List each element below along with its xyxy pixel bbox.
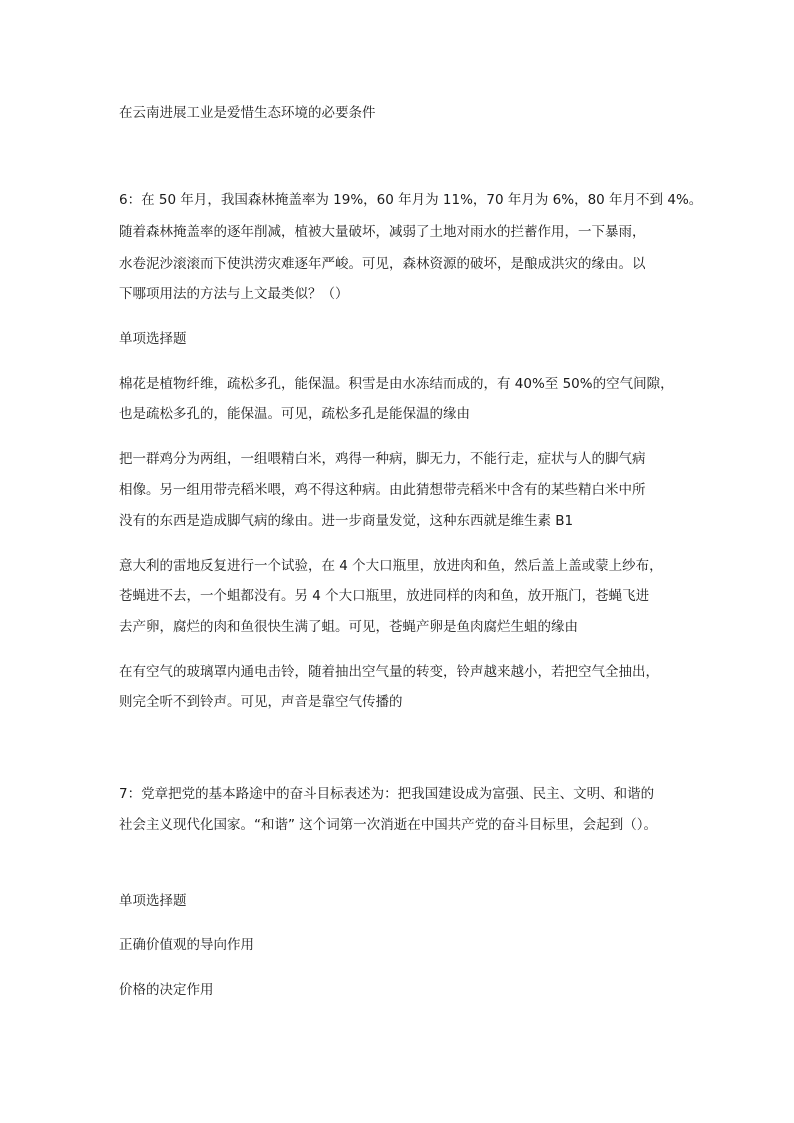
q6-stem-line-4: 下哪项用法的方法与上文最类似？（）	[119, 286, 349, 302]
q7-stem-line-1: 7：党章把党的基本路途中的奋斗目标表述为：把我国建设成为富强、民主、文明、和谐的	[119, 786, 655, 802]
q6-stem-line-2: 随着森林掩盖率的逐年削减，植被大量破坏，减弱了土地对雨水的拦蓄作用，一下暴雨，	[119, 224, 646, 240]
q6-question-type: 单项选择题	[119, 331, 187, 347]
q6-option-d-line-2: 则完全听不到铃声。可见，声音是靠空气传播的	[119, 694, 403, 710]
q7-stem-line-2: 社会主义现代化国家。“和谐” 这个词第一次消逝在中国共产党的奋斗目标里，会起到（）。	[119, 817, 658, 833]
q6-option-a-line-1: 棉花是植物纤维，疏松多孔，能保温。积雪是由水冻结而成的，有 40%至 50%的空气间隙，	[119, 376, 674, 392]
q6-option-c-line-3: 去产卵，腐烂的肉和鱼很快生满了蛆。可见，苍蝇产卵是鱼肉腐烂生蛆的缘由	[119, 619, 578, 635]
q6-option-c-line-2: 苍蝇进不去，一个蛆都没有。另 4 个大口瓶里，放进同样的肉和鱼，放开瓶门，苍蝇飞进	[119, 588, 650, 604]
q6-option-b-line-3: 没有的东西是造成脚气病的缘由。进一步商量发觉，这种东西就是维生素 B1	[119, 513, 574, 529]
q6-stem-line-1: 6：在 50 年月，我国森林掩盖率为 19%，60 年月为 11%，70 年月为 6%，80 年月不到 4%。	[119, 192, 703, 208]
q7-option-b: 价格的决定作用	[119, 982, 214, 998]
q5-option-last: 在云南进展工业是爱惜生态环境的必要条件	[119, 105, 376, 121]
q6-option-c-line-1: 意大利的雷地反复进行一个试验，在 4 个大口瓶里，放进肉和鱼，然后盖上盖或蒙上纱布，	[119, 558, 663, 574]
q6-option-b-line-2: 相像。另一组用带壳稻米喂，鸡不得这种病。由此猜想带壳稻米中含有的某些精白米中所	[119, 482, 646, 498]
q7-question-type: 单项选择题	[119, 893, 187, 909]
q7-option-a: 正确价值观的导向作用	[119, 937, 254, 953]
q6-option-b-line-1: 把一群鸡分为两组，一组喂精白米，鸡得一种病，脚无力，不能行走，症状与人的脚气病	[119, 451, 646, 467]
q6-option-d-line-1: 在有空气的玻璃罩内通电击铃，随着抽出空气量的转变，铃声越来越小，若把空气全抽出，	[119, 664, 659, 680]
q6-option-a-line-2: 也是疏松多孔的，能保温。可见，疏松多孔是能保温的缘由	[119, 406, 470, 422]
q6-stem-line-3: 水卷泥沙滚滚而下使洪涝灾难逐年严峻。可见，森林资源的破坏，是酿成洪灾的缘由。以	[119, 256, 646, 272]
